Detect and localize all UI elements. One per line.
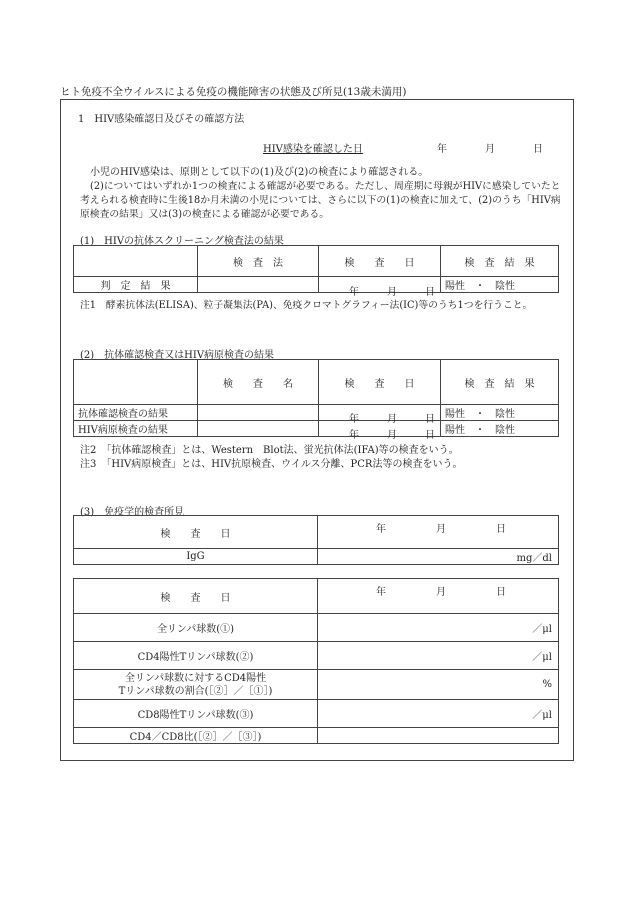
table2-date-cell[interactable]: 年 月 日 [319,421,441,437]
table2-header-name: 検 査 名 [198,360,319,405]
table4-row-label: 全リンパ球数(①) [74,614,318,642]
table2-header-result: 検 査 結 果 [441,360,559,405]
form-title: ヒト免疫不全ウイルスによる免疫の機能障害の状態及び所見(13歳未満用) [60,86,407,98]
note-1: 注1 酵素抗体法(ELISA)、粒子凝集法(PA)、免疫クロマトグラフィー法(IC)等のうち1つを行うこと。 [80,300,533,311]
table4-value-cell[interactable]: ／μl [318,614,559,642]
note-2: 注2 「抗体確認検査」とは、Western Blot法、蛍光抗体法(IFA)等の検査をいう。 [80,445,459,456]
table4-value-cell[interactable] [318,728,559,744]
table2-header-date: 検 査 日 [319,360,441,405]
paragraph-2: (2)についてはいずれか1つの検査による確認が必要である。ただし、周産期に母親がHIVに感染していたと考えられる検査時に生後18か月未満の小児については、さらに以下の(1)の検査に加えて、(2)のうち「HIV病原検査の結果」又は(3)の検査による確認が必要である。 [80,181,561,220]
table3 [73,515,559,565]
table1-date-cell[interactable]: 年 月 日 [319,277,441,293]
table2-name-cell[interactable] [198,405,319,421]
table3-igg-cell[interactable]: mg／dl [318,549,559,565]
table4-row-label: CD4／CD8比(［②］／［③］) [74,728,318,744]
table2-row-label: HIV病原検査の結果 [74,421,198,437]
table1-method-cell[interactable] [198,277,319,293]
table4-date-cell[interactable]: 年 月 日 [318,579,559,614]
table2-result-cell[interactable]: 陽性 ・ 陰性 [441,405,559,421]
table2-row-label: 抗体確認検査の結果 [74,405,198,421]
table1-header-date: 検 査 日 [319,246,441,277]
table3-date-cell[interactable]: 年 月 日 [318,516,559,549]
section1-heading: 1 HIV感染確認日及びその確認方法 [78,114,245,125]
table4-date-label: 検 査 日 [74,579,318,614]
paragraph-1: 小児のHIV感染は、原則として以下の(1)及び(2)の検査により確認される。 [90,167,429,178]
confirm-date-label: HIV感染を確認した日 [263,144,363,155]
table1-caption: (1) HIVの抗体スクリーニング検査法の結果 [80,236,284,247]
table4-value-cell[interactable]: ／μl [318,700,559,728]
table2-name-cell[interactable] [198,421,319,437]
table4-row-label: CD8陽性Tリンパ球数(③) [74,700,318,728]
table1-header-result: 検 査 結 果 [441,246,559,277]
table2-result-cell[interactable]: 陽性 ・ 陰性 [441,421,559,437]
confirm-month: 月 [485,144,495,155]
confirm-day: 日 [533,144,543,155]
note-3: 注3 「HIV病原検査」とは、HIV抗原検査、ウイルス分離、PCR法等の検査をいう。 [80,459,463,470]
table3-igg-label: IgG [74,549,318,565]
table3-date-label: 検 査 日 [74,516,318,549]
table1 [73,245,559,298]
table4-row-label: CD4陽性Tリンパ球数(②) [74,642,318,670]
confirm-year: 年 [437,144,447,155]
table2-date-cell[interactable]: 年 月 日 [319,405,441,421]
table2-caption: (2) 抗体確認検査又はHIV病原検査の結果 [80,350,275,361]
table2 [73,359,559,441]
table4 [73,578,559,744]
table4-row-label: 全リンパ球数に対するCD4陽性 Tリンパ球数の割合(［②］／［①］) [74,670,318,700]
table1-row-label: 判 定 結 果 [74,277,198,293]
confirm-date-line[interactable] [263,140,543,155]
table4-value-cell[interactable]: % [318,670,559,700]
table4-value-cell[interactable]: ／μl [318,642,559,670]
table1-result-cell[interactable]: 陽性 ・ 陰性 [441,277,559,293]
table3-caption: (3) 免疫学的検査所見 [80,507,185,518]
table1-header-method: 検 査 法 [198,246,319,277]
